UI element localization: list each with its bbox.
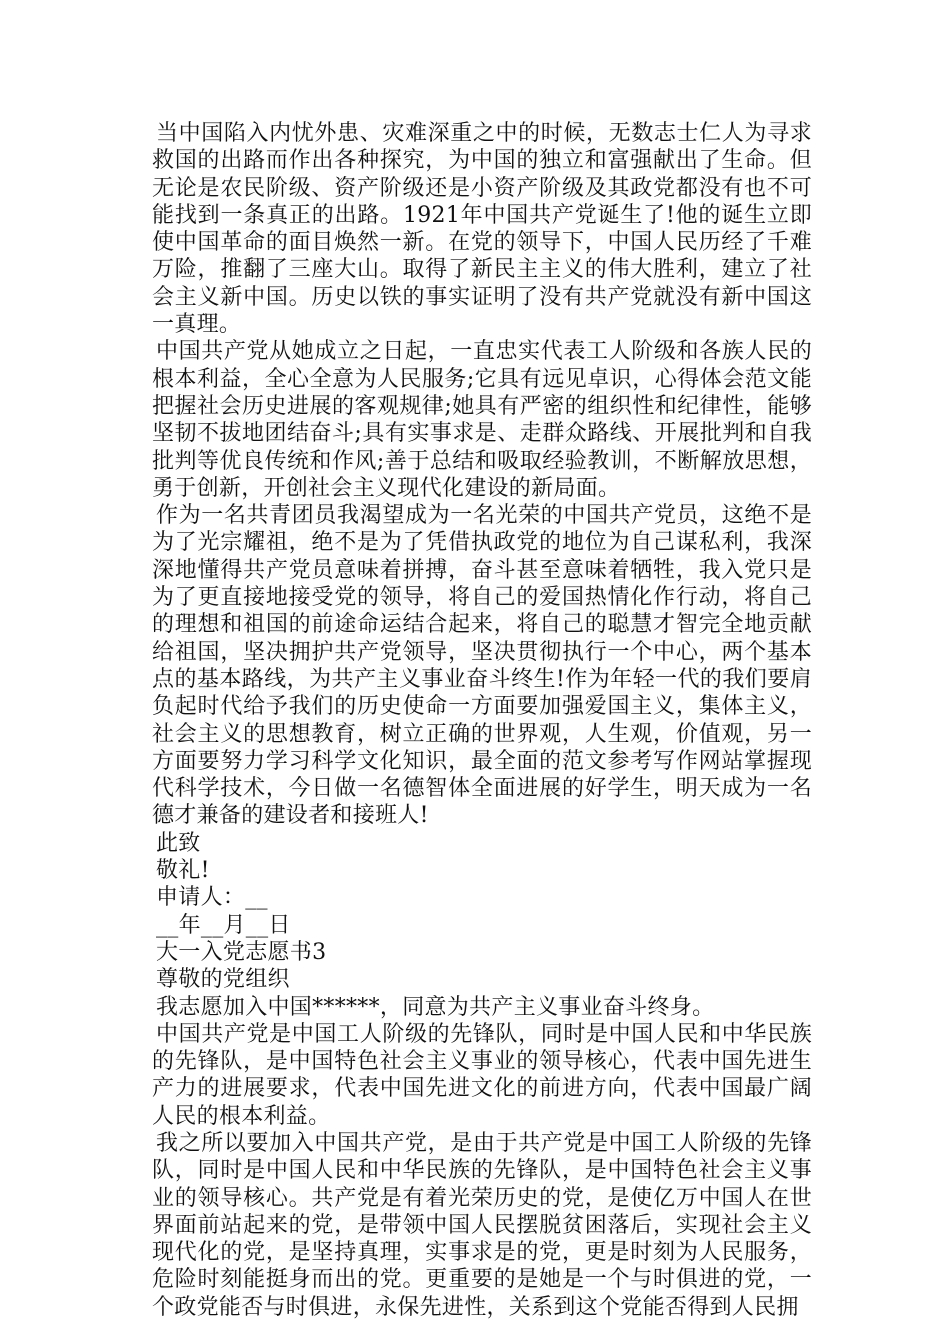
- applicant-line: 申请人：__: [156, 885, 268, 911]
- section-title: 大一入党志愿书3: [156, 939, 327, 965]
- closing-line: 此致: [156, 830, 201, 856]
- salutation: 尊敬的党组织: [156, 967, 290, 993]
- paragraph: 中国共产党是中国工人阶级的先锋队，同时是中国人民和中华民族的先锋队，是中国特色社会主义事业的领导核心，代表中国先进生产力的进展要求，代表中国先进文化的前进方向，代表中国最广阔人民的根本利益。: [152, 1021, 812, 1129]
- paragraph: 当中国陷入内忧外患、灾难深重之中的时候，无数志士仁人为寻求救国的出路而作出各种探究，为中国的独立和富强献出了生命。但无论是农民阶级、资产阶级还是小资产阶级及其政党都没有也不可能找到一条真正的出路。1921年中国共产党诞生了!他的诞生立即使中国革命的面目焕然一新。在党的领导下，中国人民历经了千难万险，推翻了三座大山。取得了新民主主义的伟大胜利，建立了社会主义新中国。历史以铁的事实证明了没有共产党就没有新中国这一真理。: [152, 121, 812, 338]
- closing-salute: 敬礼!: [156, 858, 210, 884]
- document-body: [152, 120, 812, 1321]
- paragraph: 我之所以要加入中国共产党，是由于共产党是中国工人阶级的先锋队，同时是中国人民和中华民族的先锋队，是中国特色社会主义事业的领导核心。共产党是有着光荣历史的党，是使亿万中国人在世界面前站起来的党，是带领中国人民摆脱贫困落后，实现社会主义现代化的党，是坚持真理，实事求是的党，更是时刻为人民服务，危险时刻能挺身而出的党。更重要的是她是一个与时俱进的党，一个政党能否与时俱进，永保先进性，关系到这个党能否得到人民拥: [152, 1130, 812, 1320]
- pledge-line: 我志愿加入中国******，同意为共产主义事业奋斗终身。: [156, 994, 715, 1020]
- paragraph: 中国共产党从她成立之日起，一直忠实代表工人阶级和各族人民的根本利益，全心全意为人民服务;它具有远见卓识，心得体会范文能把握社会历史进展的客观规律;她具有严密的组织性和纪律性，能够坚韧不拔地团结奋斗;具有实事求是、走群众路线、开展批判和自我批判等优良传统和作风;善于总结和吸取经验教训，不断解放思想，勇于创新，开创社会主义现代化建设的新局面。: [152, 339, 812, 501]
- date-line: __年__月__日: [156, 912, 291, 938]
- paragraph: 作为一名共青团员我渴望成为一名光荣的中国共产党员，这绝不是为了光宗耀祖，绝不是为了凭借执政党的地位为自己谋私利，我深深地懂得共产党员意味着拼搏，奋斗甚至意味着牺牲，我入党只是为了更直接地接受党的领导，将自己的爱国热情化作行动，将自己的理想和祖国的前途命运结合起来，将自己的聪慧才智完全地贡献给祖国，坚决拥护共产党领导，坚决贯彻执行一个中心，两个基本点的基本路线，为共产主义事业奋斗终生!作为年轻一代的我们要肩负起时代给予我们的历史使命一方面要加强爱国主义，集体主义，社会主义的思想教育，树立正确的世界观，人生观，价值观，另一方面要努力学习科学文化知识，最全面的范文参考写作网站掌握现代科学技术，今日做一名德智体全面进展的好学生，明天成为一名德才兼备的建设者和接班人!: [152, 503, 812, 829]
